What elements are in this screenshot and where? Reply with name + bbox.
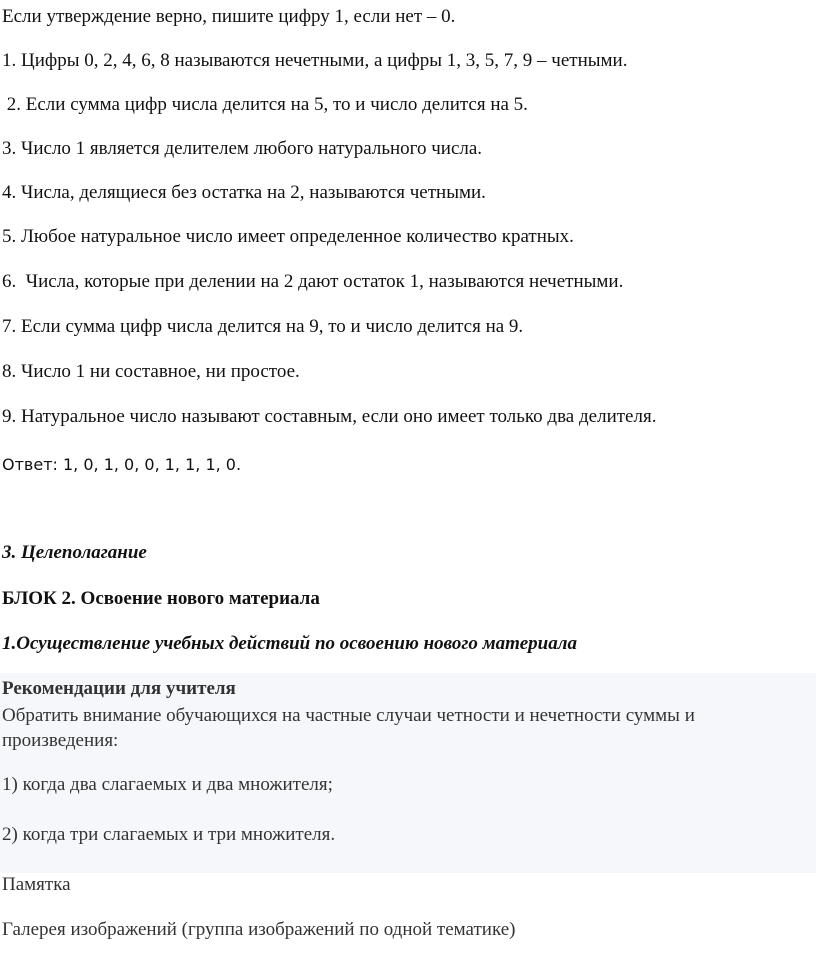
memo-label: Памятка: [2, 874, 71, 895]
recommendations-text-1: Обратить внимание обучающихся на частные случаи четности и нечетности суммы и: [2, 705, 695, 726]
gallery-label: Галерея изображений (группа изображений по одной тематике): [2, 919, 516, 940]
statement-9: 9. Натуральное число называют составным, если оно имеет только два делителя.: [2, 406, 657, 427]
answer-text: Ответ: 1, 0, 1, 0, 0, 1, 1, 1, 0.: [2, 455, 242, 474]
recommendations-item-1: 1) когда два слагаемых и два множителя;: [2, 774, 333, 795]
intro-text: Если утверждение верно, пишите цифру 1, если нет – 0.: [2, 6, 456, 27]
statement-6: 6. Числа, которые при делении на 2 дают остаток 1, называются нечетными.: [2, 271, 624, 292]
statement-8: 8. Число 1 ни составное, ни простое.: [2, 361, 300, 382]
goal-heading: 3. Целеполагание: [2, 542, 147, 563]
statement-3: 3. Число 1 является делителем любого натурального числа.: [2, 138, 483, 159]
block-heading: БЛОК 2. Освоение нового материала: [2, 588, 320, 609]
recommendations-text-2: произведения:: [2, 730, 119, 751]
statement-5: 5. Любое натуральное число имеет определенное количество кратных.: [2, 226, 574, 247]
statement-1: 1. Цифры 0, 2, 4, 6, 8 называются нечетными, а цифры 1, 3, 5, 7, 9 – четными.: [2, 50, 628, 71]
activity-heading: 1.Осуществление учебных действий по освоению нового материала: [2, 633, 577, 654]
statement-7: 7. Если сумма цифр числа делится на 9, то и число делится на 9.: [2, 316, 524, 337]
statement-4: 4. Числа, делящиеся без остатка на 2, называются четными.: [2, 182, 486, 203]
recommendations-title: Рекомендации для учителя: [2, 678, 236, 699]
statement-2: 2. Если сумма цифр числа делится на 5, то и число делится на 5.: [2, 94, 528, 115]
recommendations-item-2: 2) когда три слагаемых и три множителя.: [2, 824, 336, 845]
